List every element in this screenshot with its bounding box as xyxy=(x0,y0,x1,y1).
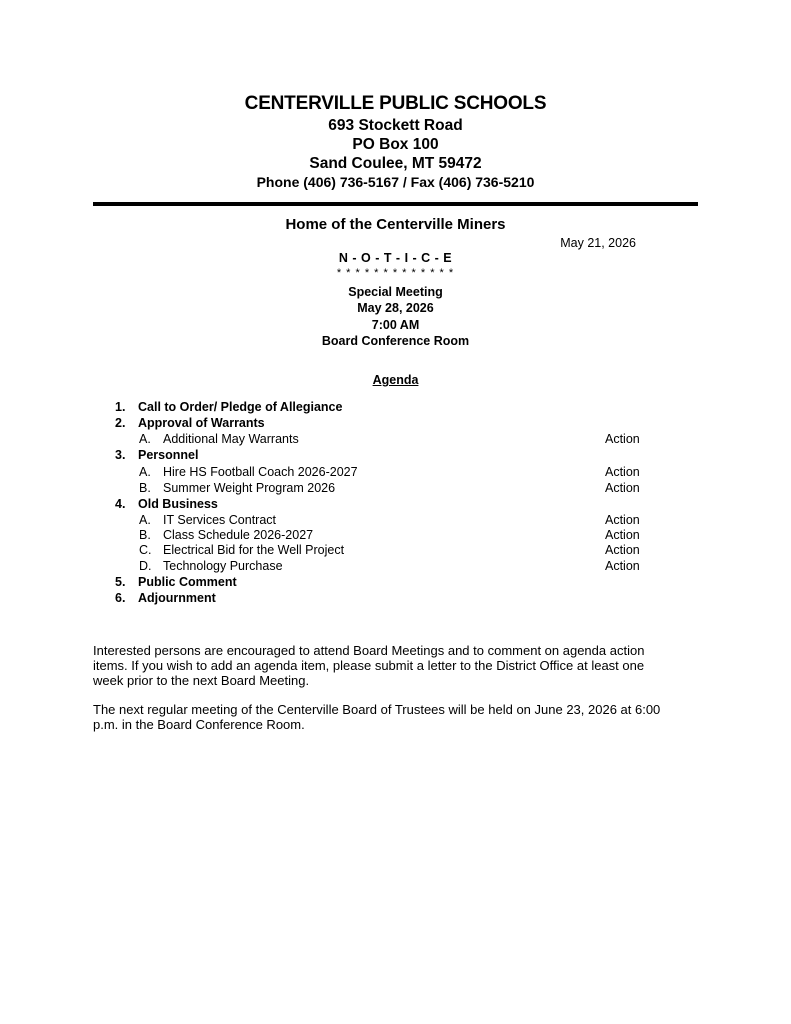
meeting-location: Board Conference Room xyxy=(321,334,470,348)
agenda-action: Action xyxy=(605,543,640,557)
agenda-item-number: 3. xyxy=(115,448,126,462)
paragraph-line: items. If you wish to add an agenda item, please submit a letter to the District Office at least one xyxy=(93,658,645,673)
agenda-action: Action xyxy=(605,481,640,495)
agenda-subitem-letter: A. xyxy=(139,465,151,479)
agenda-subitem xyxy=(0,528,791,544)
agenda-item-number: 5. xyxy=(115,575,126,589)
school-name: CENTERVILLE PUBLIC SCHOOLS xyxy=(244,93,547,114)
agenda-item xyxy=(0,591,791,607)
agenda-subitem xyxy=(0,481,791,497)
agenda-item-number: 1. xyxy=(115,400,126,414)
agenda-action: Action xyxy=(605,513,640,527)
agenda-title: Agenda xyxy=(372,373,419,387)
paragraph-line: Interested persons are encouraged to attend Board Meetings and to comment on agenda action xyxy=(93,643,645,658)
meeting-date: May 28, 2026 xyxy=(357,301,434,315)
attendance-paragraph xyxy=(93,643,703,688)
address-po-box: PO Box 100 xyxy=(352,136,439,153)
agenda-item xyxy=(0,497,791,513)
agenda-subitem-label: Technology Purchase xyxy=(163,559,283,573)
agenda-subitem-letter: D. xyxy=(139,559,152,573)
agenda-item-label: Adjournment xyxy=(138,591,216,605)
agenda-item-label: Old Business xyxy=(138,497,218,511)
address-city: Sand Coulee, MT 59472 xyxy=(309,155,482,172)
paragraph-line: week prior to the next Board Meeting. xyxy=(93,673,310,688)
agenda-action: Action xyxy=(605,559,640,573)
agenda-item-label: Public Comment xyxy=(138,575,237,589)
meeting-time: 7:00 AM xyxy=(371,318,420,332)
paragraph-line: The next regular meeting of the Centerville Board of Trustees will be held on June 23, 2026 at 6:00 xyxy=(93,702,661,717)
agenda-action: Action xyxy=(605,432,640,446)
agenda-subitem xyxy=(0,465,791,481)
notice-stars: * * * * * * * * * * * * * xyxy=(336,267,455,279)
agenda-item-label: Personnel xyxy=(138,448,199,462)
agenda-subitem xyxy=(0,513,791,529)
meeting-type: Special Meeting xyxy=(348,285,443,299)
agenda-action: Action xyxy=(605,528,640,542)
agenda-item-number: 6. xyxy=(115,591,126,605)
agenda-item-label: Call to Order/ Pledge of Allegiance xyxy=(138,400,343,414)
agenda-action: Action xyxy=(605,465,640,479)
agenda-subitem-label: Additional May Warrants xyxy=(163,432,299,446)
agenda-item-label: Approval of Warrants xyxy=(138,416,265,430)
agenda-subitem xyxy=(0,559,791,575)
agenda-item xyxy=(0,575,791,591)
address-street: 693 Stockett Road xyxy=(328,117,463,134)
agenda-subitem-label: Summer Weight Program 2026 xyxy=(163,481,336,495)
agenda-subitem xyxy=(0,543,791,559)
agenda-subitem-letter: A. xyxy=(139,432,151,446)
agenda-item xyxy=(0,416,791,432)
phone-fax: Phone (406) 736-5167 / Fax (406) 736-5210 xyxy=(256,174,535,190)
agenda-subitem-letter: C. xyxy=(139,543,152,557)
agenda-item-number: 4. xyxy=(115,497,126,511)
agenda-subitem-letter: B. xyxy=(139,481,151,495)
paragraph-line: p.m. in the Board Conference Room. xyxy=(93,717,305,732)
agenda-subitem-letter: B. xyxy=(139,528,151,542)
agenda-item xyxy=(0,448,791,464)
next-meeting-paragraph xyxy=(93,702,703,732)
agenda-subitem-label: IT Services Contract xyxy=(163,513,277,527)
agenda-subitem xyxy=(0,432,791,448)
agenda-subitem-label: Electrical Bid for the Well Project xyxy=(163,543,345,557)
agenda-subitem-label: Hire HS Football Coach 2026-2027 xyxy=(163,465,358,479)
agenda-subitem-letter: A. xyxy=(139,513,151,527)
agenda-subitem-label: Class Schedule 2026-2027 xyxy=(163,528,314,542)
notice-title: N - O - T - I - C - E xyxy=(338,251,453,265)
agenda-item-number: 2. xyxy=(115,416,126,430)
notice-date: May 21, 2026 xyxy=(560,236,636,250)
home-line: Home of the Centerville Miners xyxy=(285,216,506,233)
header-divider xyxy=(93,202,698,206)
agenda-item xyxy=(0,400,791,416)
